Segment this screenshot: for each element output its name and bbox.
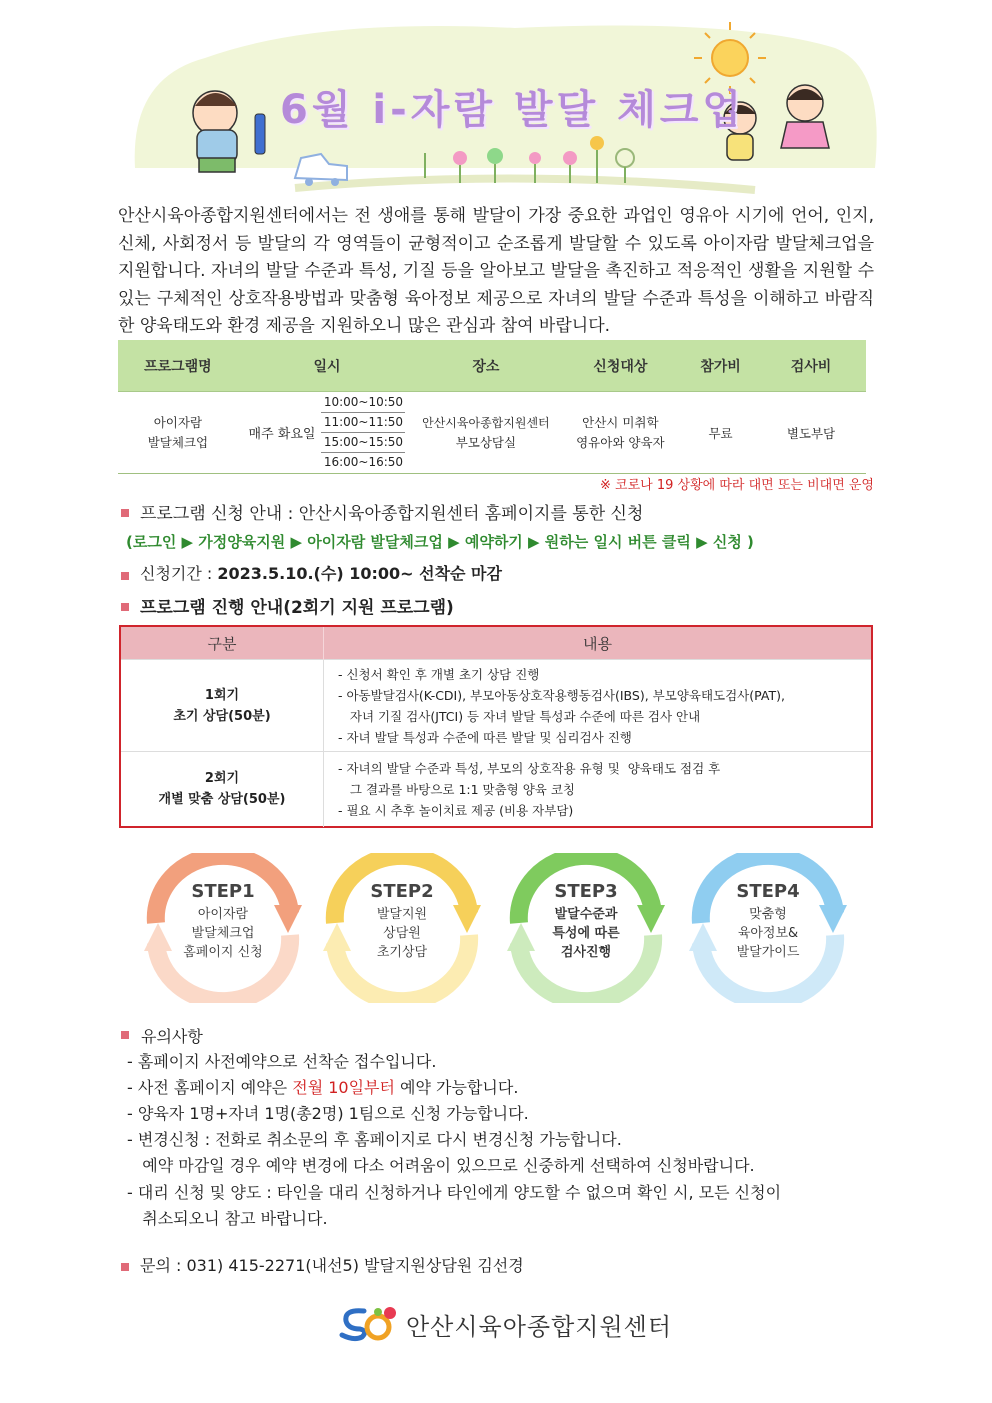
process-row — [121, 752, 871, 827]
step-description-line: 특성에 따른 — [552, 926, 620, 941]
session-1-title — [121, 660, 324, 752]
notes-title: 유의사항 — [141, 1027, 203, 1046]
org-logo-icon — [338, 1303, 400, 1343]
target-cell — [556, 392, 686, 474]
header-datetime: 일시 — [238, 340, 416, 392]
step-description-line: 아이자람 — [197, 907, 249, 922]
note-item: - 변경신청 : 전화로 취소문의 후 홈페이지로 다시 변경신청 가능합니다. — [127, 1130, 622, 1149]
content-line: - 필요 시 추후 놀이치료 제공 (비용 자부담) — [338, 802, 574, 818]
time-slot: 16:00~16:50 — [323, 455, 404, 469]
apply-path: (로그인 ▶ 가정양육지원 ▶ 아이자람 발달체크업 ▶ 예약하기 ▶ 원하는 일시 버튼 클릭 ▶ 신청 ) — [126, 533, 754, 551]
content-line: 그 결과를 바탕으로 1:1 맞춤형 양육 코칭 — [338, 781, 576, 797]
org-logo — [338, 1303, 673, 1343]
note-item: 취소되오니 참고 바랍니다. — [127, 1209, 328, 1228]
step-number: STEP4 — [736, 881, 800, 902]
step-description-line: 상담원 — [383, 926, 421, 941]
step-description-line: 육아정보& — [737, 926, 799, 941]
period-value: 2023.5.10.(수) 10:00~ 선착순 마감 — [217, 564, 502, 583]
schedule-header-row — [118, 340, 866, 392]
header-fee: 참가비 — [685, 340, 756, 392]
note-item: - 대리 신청 및 양도 : 타인을 대리 신청하거나 타인에게 양도할 수 없으며 확인 시, 모든 신청이 — [127, 1183, 782, 1202]
apply-guide: 프로그램 신청 안내 : 안산시육아종합지원센터 홈페이지를 통한 신청 — [140, 504, 644, 524]
session-name: 초기 상담(50분) — [173, 708, 271, 724]
process-row — [121, 660, 871, 752]
bullet-icon — [121, 1263, 129, 1271]
content-line: - 자녀의 발달 수준과 특성, 부모의 상호작용 유형 및 양육태도 점검 후 — [338, 760, 721, 776]
session-number: 1회기 — [204, 687, 240, 703]
header-test-fee: 검사비 — [756, 340, 866, 392]
step-number: STEP2 — [370, 881, 434, 902]
note-highlight: 전월 10일부터 — [292, 1078, 395, 1097]
progress-title: 프로그램 진행 안내(2회기 지원 프로그램) — [140, 598, 454, 618]
step-description-line: 초기상담 — [376, 945, 428, 960]
bullet-icon — [121, 572, 129, 580]
time-slot: 10:00~10:50 — [321, 393, 405, 413]
step-description-line: 홈페이지 신청 — [183, 945, 263, 960]
note-item: - 홈페이지 사전예약으로 선착순 접수입니다. — [127, 1052, 437, 1071]
bullet-icon — [121, 509, 129, 517]
header-target: 신청대상 — [556, 340, 686, 392]
step-2 — [323, 853, 481, 1003]
content-line: - 신청서 확인 후 개별 초기 상담 진행 — [338, 666, 540, 682]
session-number: 2회기 — [204, 771, 240, 787]
session-2-title — [121, 752, 324, 827]
step-1 — [144, 853, 302, 1003]
step-4 — [689, 853, 847, 1003]
session-1-content — [324, 660, 872, 752]
program-name-line2: 발달체크업 — [147, 434, 209, 450]
content-line: 자녀 기질 검사(JTCI) 등 자녀 발달 특성과 수준에 따른 검사 안내 — [338, 708, 701, 724]
program-name-line1: 아이자람 — [153, 414, 203, 430]
day-text: 매주 화요일 — [248, 427, 316, 442]
time-slot: 11:00~11:50 — [321, 413, 405, 433]
step-description-line: 발달가이드 — [736, 945, 800, 960]
step-description-line: 발달지원 — [376, 907, 428, 922]
banner-title: 6월 i-자람 발달 체크업 — [280, 87, 746, 133]
step-description-line: 발달체크업 — [191, 926, 255, 941]
note-text: 예약 가능합니다. — [394, 1078, 519, 1097]
content-line: - 아동발달검사(K-CDI), 부모아동상호작용행동검사(IBS), 부모양육태도검사(PAT), — [338, 687, 785, 703]
intro-paragraph: 안산시육아종합지원센터에서는 전 생애를 통해 발달이 가장 중요한 과업인 영유아 시기에 언어, 인지, 신체, 사회정서 등 발달의 각 영역들이 균형적이고 순조롭게 발달할 수 있도록 아이자람 발달체크업을 지원합니다. 자녀의 발달 수준과 특성, 기질 등을 알아보고 발달을 촉진하고 적응적인 생활을 지원할 수 있는 구체적인 상호작용방법과 맞춤형 육아정보 제공으로 자녀의 발달 수준과 특성을 이해하고 바람직한 양육태도와 환경 제공을 지원하오니 많은 관심과 참여 바랍니다. — [118, 206, 874, 336]
session-name: 개별 맞춤 상담(50분) — [158, 792, 286, 808]
step-description — [689, 905, 847, 962]
content-line: - 자녀 발달 특성과 수준에 따른 발달 및 심리검사 진행 — [338, 729, 632, 745]
fee-cell: 무료 — [708, 425, 733, 441]
header-place: 장소 — [416, 340, 555, 392]
target-line2: 영유아와 양육자 — [576, 434, 665, 450]
period-label: 신청기간 : — [140, 564, 218, 583]
schedule-table — [118, 340, 866, 474]
step-description-line: 발달수준과 — [554, 907, 618, 922]
schedule-row — [118, 392, 866, 474]
org-name: 안산시육아종합지원센터 — [406, 1313, 673, 1341]
step-description-line: 맞춤형 — [749, 907, 787, 922]
header-category: 구분 — [121, 627, 324, 660]
place-line1: 안산시육아종합지원센터 — [422, 415, 550, 430]
note-item: 예약 마감일 경우 예약 변경에 다소 어려움이 있으므로 신중하게 선택하여 신청바랍니다. — [127, 1156, 755, 1175]
place-cell — [416, 392, 555, 474]
place-line2: 부모상담실 — [455, 434, 517, 450]
header-program: 프로그램명 — [118, 340, 238, 392]
step-number: STEP3 — [554, 881, 618, 902]
step-description — [507, 905, 665, 962]
datetime-cell — [238, 392, 416, 474]
covid-note: ※ 코로나 19 상황에 따라 대면 또는 비대면 운영 — [600, 478, 874, 493]
header-content: 내용 — [324, 627, 872, 660]
process-header-row — [121, 627, 871, 660]
note-item — [127, 1075, 518, 1098]
session-2-content — [324, 752, 872, 827]
program-name — [118, 392, 238, 474]
contact-info: 문의 : 031) 415-2271(내선5) 발달지원상담원 김선경 — [140, 1256, 524, 1275]
test-fee-cell: 별도부담 — [786, 425, 836, 441]
bullet-icon — [121, 1031, 129, 1039]
target-line1: 안산시 미취학 — [582, 414, 659, 430]
time-list — [321, 393, 405, 472]
note-text: - 사전 홈페이지 예약은 — [127, 1078, 293, 1097]
step-number: STEP1 — [191, 881, 255, 902]
banner — [115, 18, 885, 198]
step-3 — [507, 853, 665, 1003]
step-description — [323, 905, 481, 962]
note-item: - 양육자 1명+자녀 1명(총2명) 1팀으로 신청 가능합니다. — [127, 1104, 529, 1123]
step-description-line: 검사진행 — [560, 945, 612, 960]
time-slot: 15:00~15:50 — [321, 433, 405, 453]
process-table — [119, 625, 873, 828]
step-description — [144, 905, 302, 962]
apply-period — [140, 561, 502, 584]
bullet-icon — [121, 603, 129, 611]
